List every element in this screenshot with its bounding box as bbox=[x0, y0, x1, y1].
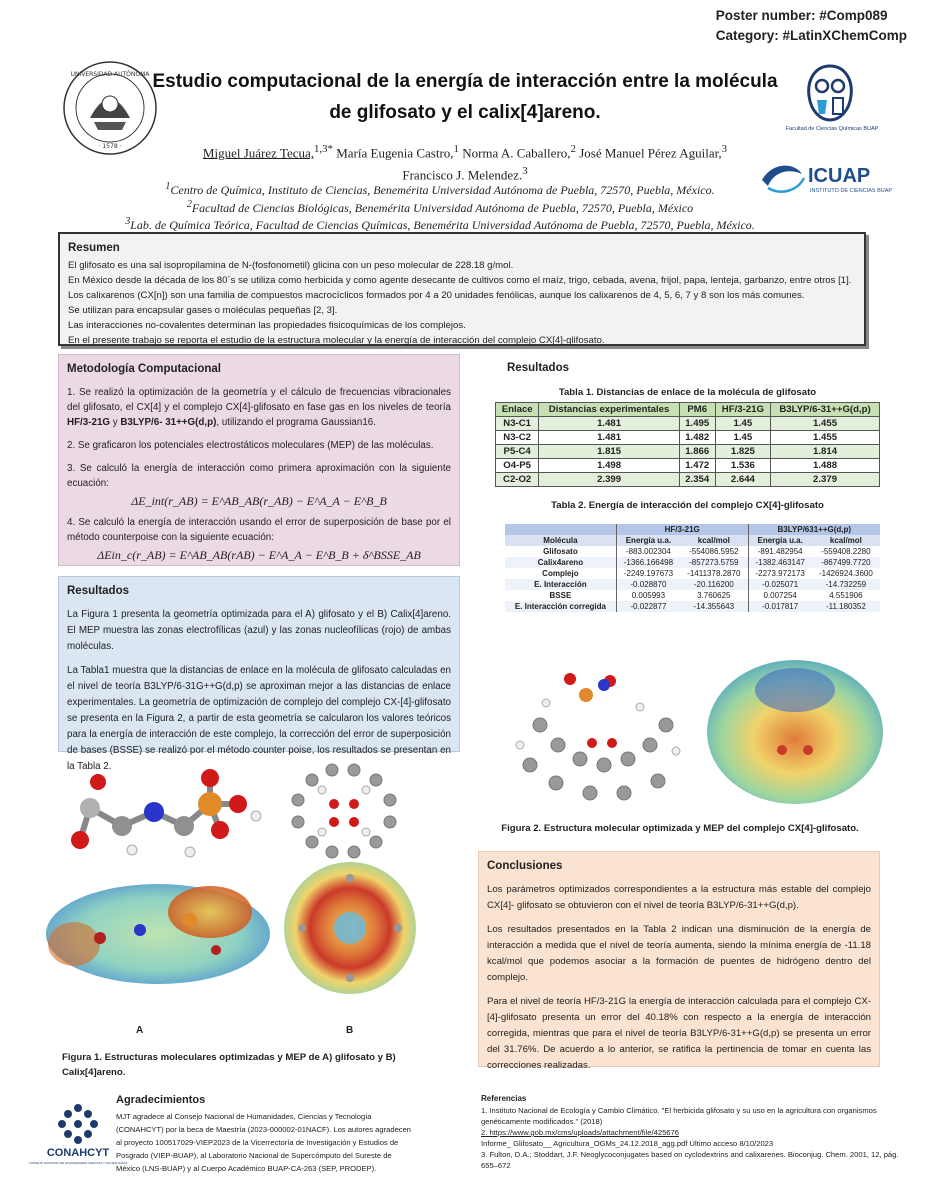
table-1-header: Enlace bbox=[496, 403, 539, 417]
table-1-bond-distances bbox=[495, 402, 880, 487]
affiliation-3 bbox=[90, 215, 790, 233]
fcq-logo-caption: Facultad de Ciencias Químicas BUAP bbox=[785, 126, 879, 132]
conclusiones-box bbox=[478, 851, 880, 1071]
table-row bbox=[505, 601, 880, 612]
table-cell: -891.482954 bbox=[748, 546, 812, 557]
resumen-line-1: El glifosato es una sal isopropilamina de N-(fosfonometil) glicina con un peso molecular de 228.18 g/mol. bbox=[68, 260, 514, 271]
author-2-sup: 1 bbox=[453, 143, 459, 155]
table-cell: 1.825 bbox=[715, 445, 770, 459]
author-5: Francisco J. Melendez. bbox=[402, 167, 523, 183]
table-cell: 1.814 bbox=[771, 445, 880, 459]
conclusiones-p2: Los resultados presentados en la Tabla 2 indican una disminución de la energía de interacción a medida que el nivel de teoría aumenta, siendo la mínima energía de -11.18 kcal/mol que podemos asociar a la formación de puentes de hidrógeno dentro del complejo. bbox=[487, 924, 871, 983]
table-cell: 1.488 bbox=[771, 459, 880, 473]
table-cell: 0.007254 bbox=[748, 590, 812, 601]
referencias-list bbox=[481, 1105, 901, 1171]
conahcyt-logo bbox=[28, 1098, 128, 1168]
metodologia-title: Metodología Computacional bbox=[67, 363, 221, 375]
table-2-header: kcal/mol bbox=[812, 535, 880, 546]
author-2: María Eugenia Castro, bbox=[332, 145, 454, 161]
author-4: José Manuel Pérez Aguilar, bbox=[575, 145, 722, 161]
reference-2-url[interactable]: 2. https://www.gob.mx/cms/uploads/attachment/file/425676 bbox=[481, 1128, 679, 1137]
table-cell: -14.732259 bbox=[812, 579, 880, 590]
table-cell: 1.482 bbox=[679, 431, 715, 445]
conahcyt-logo-subtext: CONSEJO NACIONAL DE HUMANIDADES CIENCIAS Y TECNOLOGÍAS bbox=[28, 1161, 128, 1165]
conclusiones-p3: Para el nivel de teoría HF/3-21G la energía de interacción calculada para el complejo CX-[4]-glifosato presenta un error del 40.18% con respecto a la energía de interacción corregida, mientras que para el nivel de teoría B3LYP/6-31++G(d,p) se presenta un error del 31.76%. De acuerdo a lo anterior, se ratifica la pertinencia de tomar en cuenta las correcciones realizadas. bbox=[487, 996, 871, 1071]
table-row bbox=[505, 546, 880, 557]
metodologia-step-2: 2. Se graficaron los potenciales electrostáticos moleculares (MEP) de las moléculas. bbox=[67, 440, 434, 451]
table-cell: 4.551906 bbox=[829, 591, 863, 600]
table-cell: 1.481 bbox=[539, 431, 680, 445]
table-cell: -857273.5759 bbox=[680, 557, 748, 568]
table-cell: E. Interacción bbox=[505, 579, 616, 590]
poster-title bbox=[150, 66, 780, 128]
agradecimientos-text: MJT agradece al Consejo Nacional de Humanidades, Ciencias y Tecnología (CONAHCYT) por la beca de Maestría (2023-000002-01NACF). Los autores agradecen al proyecto 100517029-VIEP2023 de la Vicerrectoría de Investigación y Estudios de Posgrado (VIEP-BUAP), al Laboratorio Nacional de Supercómputo del Sureste de México (LNS-BUAP) y al Cuerpo Académico BUAP-CA-263 (SEP, PRODEP). bbox=[116, 1112, 412, 1173]
resultados-left-p2: La Tabla1 muestra que la distancias de enlace en la molécula de glifosato calculadas en el nivel de teoría B3LYP/6-31G++G(d,p) se aproximan mejor a las distancias de enlace experimentales. La geometría de optimización de complejo del complejo CX-[4]-glifosato se presenta en la Figura 2, a partir de esta geometría se calcularon los valores teóricos para la energía de interacción de este complejo, la corrección del error de superposición de bases (BSSE) se realizó por el método counter poise, los resultados se presentan en la Tabla 2. bbox=[67, 665, 451, 772]
table-1-header: HF/3-21G bbox=[715, 403, 770, 417]
svg-text:· 1578 ·: · 1578 · bbox=[98, 143, 122, 150]
table-cell: 0.005993 bbox=[616, 590, 680, 601]
conclusiones-title: Conclusiones bbox=[487, 860, 563, 872]
icuap-subtext: INSTITUTO DE CIENCIAS BUAP bbox=[810, 188, 893, 194]
step-1-text-c: y bbox=[110, 417, 121, 428]
affiliation-1-sup: 1 bbox=[165, 181, 171, 192]
affiliation-2-text: Facultad de Ciencias Biológicas, Benemérita Universidad Autónoma de Puebla, 72570, Puebla, México bbox=[191, 200, 694, 215]
reference-1: 1. Instituto Nacional de Ecología y Cambio Climático. "El herbicida glifosato y su uso en la agricultura con organismos genéticamente modificados." (2018) bbox=[481, 1106, 877, 1126]
author-1: Miguel Juárez Tecua, bbox=[202, 145, 315, 161]
resumen-line-3: Los calixarenos (CX[n]) son una familia de compuestos macrocíclicos formados por 4 a 20 unidades fenólicas, aunque los calixarenos de 4, 5, 6, 7 y 8 son los más comunes. bbox=[68, 290, 805, 301]
table-cell: E. Interacción corregida bbox=[505, 601, 616, 612]
table-cell: O4-P5 bbox=[496, 459, 539, 473]
table-cell: -1382.463147 bbox=[748, 557, 812, 568]
metodologia-step-3: 3. Se calculó la energía de interacción como primera aproximación con la siguiente ecuación: bbox=[67, 463, 451, 489]
table-cell: P5-C4 bbox=[496, 445, 539, 459]
table-cell: 2.379 bbox=[771, 473, 880, 487]
calixarene-structure-image bbox=[282, 760, 412, 860]
table-row bbox=[505, 579, 880, 590]
table-cell: 1.495 bbox=[679, 417, 715, 431]
table-cell: BSSE bbox=[549, 591, 572, 600]
table-cell: 1.45 bbox=[715, 417, 770, 431]
glifosato-structure-image bbox=[60, 768, 270, 878]
table-1-caption: Tabla 1. Distancias de enlace de la molécula de glifosato bbox=[558, 387, 817, 398]
table-cell: N3-C1 bbox=[496, 417, 539, 431]
agradecimientos-title: Agradecimientos bbox=[116, 1094, 206, 1106]
figure-1-label-a: A bbox=[136, 1025, 144, 1036]
author-3: Norma A. Caballero, bbox=[458, 145, 571, 161]
title-line-1: Estudio computacional de la energía de interacción entre la molécula bbox=[152, 71, 778, 92]
icuap-logo bbox=[758, 158, 898, 198]
table-2-header: Energía u.a. bbox=[616, 535, 680, 546]
figure-1-label-b: B bbox=[346, 1025, 354, 1036]
table-row bbox=[496, 417, 880, 431]
affiliation-1-text: Centro de Química, Instituto de Ciencias, Benemérita Universidad Autónoma de Puebla, 72570, Puebla, México. bbox=[170, 183, 715, 197]
metodologia-box bbox=[58, 354, 460, 566]
table-cell: -11.180352 bbox=[812, 601, 880, 612]
table-cell: 1.45 bbox=[715, 431, 770, 445]
step-1-text-a: 1. Se realizó la optimización de la geometría y el cálculo de frecuencias vibracionales del glifosato, el CX[4] y el complejo CX[4]-glifosato en fase gas en los niveles de teoría bbox=[67, 387, 451, 413]
table-row bbox=[505, 568, 880, 579]
table-cell: Calix4areno bbox=[505, 557, 616, 568]
glifosato-mep-image bbox=[40, 872, 280, 992]
table-cell: 1.498 bbox=[539, 459, 680, 473]
resumen-box bbox=[58, 232, 866, 346]
table-cell: 2.644 bbox=[715, 473, 770, 487]
table-2-group-hf: HF/3-21G bbox=[616, 524, 748, 535]
table-cell: 1.455 bbox=[771, 417, 880, 431]
author-5-sup: 3 bbox=[522, 165, 528, 178]
step-1-method-hf: HF/3-21G bbox=[67, 417, 111, 428]
poster-meta bbox=[716, 6, 907, 46]
affiliation-3-text: Lab. de Química Teórica, Facultad de Ciencias Químicas, Benemérita Universidad Autónoma de Puebla, 72570, Puebla, México. bbox=[130, 218, 755, 232]
poster-category: Category: #LatinXChemComp bbox=[715, 28, 907, 43]
svg-text:UNIVERSIDAD AUTÓNOMA: UNIVERSIDAD AUTÓNOMA bbox=[70, 71, 150, 78]
complex-structure-image bbox=[500, 655, 690, 810]
step-1-text-e: , utilizando el programa Gaussian16. bbox=[216, 417, 376, 428]
resumen-line-5: Las interacciones no-covalentes determinan las propiedades fisicoquímicas de los complejos. bbox=[68, 320, 466, 331]
icuap-text: ICUAP bbox=[808, 165, 871, 187]
resumen-title: Resumen bbox=[68, 242, 120, 254]
table-cell: -20.116200 bbox=[680, 579, 748, 590]
table-1-header: B3LYP/6-31++G(d,p) bbox=[771, 403, 880, 417]
author-1-sup: 1,3* bbox=[314, 143, 333, 155]
title-line-2: de glifosato y el calix[4]areno. bbox=[329, 102, 601, 123]
complex-mep-image bbox=[700, 650, 890, 810]
affiliations bbox=[90, 180, 790, 233]
table-row bbox=[496, 459, 880, 473]
resultados-right-title: Resultados bbox=[507, 362, 569, 374]
table-2-group-b3lyp: B3LYP/631++G(d,p) bbox=[748, 524, 880, 535]
table-row bbox=[505, 557, 880, 568]
table-row bbox=[496, 473, 880, 487]
table-cell: -1426924.3600 bbox=[818, 569, 873, 578]
table-cell: -559408.2280 bbox=[821, 547, 871, 556]
table-cell: -0.022877 bbox=[616, 601, 680, 612]
author-3-sup: 2 bbox=[570, 143, 576, 155]
table-cell: -2273.972173 bbox=[748, 568, 812, 579]
table-2-corner bbox=[505, 524, 616, 535]
table-cell: 1.481 bbox=[539, 417, 680, 431]
figure-2-caption: Figura 2. Estructura molecular optimizada y MEP del complejo CX[4]-glifosato. bbox=[501, 823, 859, 834]
conclusiones-p1: Los parámetros optimizados correspondientes a la estructura más estable del complejo CX[4]- glifosato se obtuvieron con el nivel de teoría B3LYP/6-31++G(d,p). bbox=[487, 884, 871, 911]
table-cell: -1366.166498 bbox=[616, 557, 680, 568]
resumen-line-6: En el presente trabajo se reporta el estudio de la estructura molecular y la energía de interacción del complejo CX[4]-glifosato. bbox=[68, 335, 605, 346]
table-cell: 1.455 bbox=[771, 431, 880, 445]
table-cell: 1.866 bbox=[679, 445, 715, 459]
table-2-caption: Tabla 2. Energía de interacción del complejo CX[4]-glifosato bbox=[551, 500, 824, 511]
table-row bbox=[496, 431, 880, 445]
resultados-left-box bbox=[58, 576, 460, 772]
fcq-owl-logo bbox=[795, 62, 865, 126]
metodologia-step-4: 4. Se calculó la energía de interacción usando el error de superposición de base por el método counterpoise con la siguiente ecuación: bbox=[67, 517, 451, 543]
table-cell: 2.354 bbox=[679, 473, 715, 487]
buap-seal-logo bbox=[62, 60, 158, 156]
table-cell: -14.355643 bbox=[680, 601, 748, 612]
table-2-header: Energía u.a. bbox=[748, 535, 812, 546]
reference-2-file: Informe_ Glifosato__ Agricultura_OGMs_24.12.2018_agg.pdf Último acceso 8/10/2023 bbox=[481, 1139, 774, 1148]
figure-1-caption: Figura 1. Estructuras moleculares optimizadas y MEP de A) glifosato y B) Calix[4]areno. bbox=[62, 1052, 396, 1078]
affiliation-3-sup: 3 bbox=[125, 216, 131, 227]
table-2-header: kcal/mol bbox=[680, 535, 748, 546]
authors bbox=[160, 140, 770, 185]
table-cell: -883.002304 bbox=[616, 546, 680, 557]
table-1-header: PM6 bbox=[679, 403, 715, 417]
reference-3: 3. Fulton, D.A.; Stoddart, J.F. Neoglycoconjugates based on cyclodextrins and calixarenes. Bioconjug. Chem. 2001, 12, pág. 655–672 bbox=[481, 1150, 899, 1170]
table-cell: 1.815 bbox=[539, 445, 680, 459]
resultados-left-p1: La Figura 1 presenta la geometría optimizada para el A) glifosato y el B) Calix[4]areno. El MEP muestra las zonas electrofílicas (azul) y las zonas nucleofílicas (rojo) de ambas moléculas. bbox=[67, 609, 451, 652]
resumen-line-4: Se utilizan para encapsular gases o moléculas pequeñas [2, 3]. bbox=[68, 305, 338, 316]
resumen-line-2: En México desde la década de los 80´s se utiliza como herbicida y como agente desecante de cultivos como el maíz, trigo, cebada, avena, frijol, papa, lenteja, garbanzo, entre otros [1]. bbox=[68, 275, 852, 286]
author-4-sup: 3 bbox=[721, 143, 728, 155]
table-cell: -867499.7720 bbox=[812, 557, 880, 568]
equation-2: ΔEin_c(r_AB) = E^AB_AB(rAB) − E^A_A − E^B_B + δ^BSSE_AB bbox=[97, 548, 421, 562]
table-cell: -0.028870 bbox=[616, 579, 680, 590]
table-cell: N3-C2 bbox=[496, 431, 539, 445]
table-cell: 2.399 bbox=[539, 473, 680, 487]
table-cell: -0.025071 bbox=[748, 579, 812, 590]
metodologia-step-1 bbox=[67, 385, 451, 430]
table-cell: Glifosato bbox=[543, 547, 578, 556]
calixarene-mep-image bbox=[280, 858, 420, 998]
affiliation-2-sup: 2 bbox=[186, 198, 192, 210]
table-1-header: Distancias experimentales bbox=[539, 403, 680, 417]
reference-2-link[interactable] bbox=[481, 1127, 901, 1138]
table-row bbox=[505, 590, 880, 601]
table-2-header: Molécula bbox=[505, 535, 616, 546]
poster-number: Poster number: #Comp089 bbox=[715, 8, 888, 23]
table-cell: C2-O2 bbox=[496, 473, 539, 487]
table-cell: 1.536 bbox=[715, 459, 770, 473]
table-cell: Complejo bbox=[542, 569, 579, 578]
resultados-left-title: Resultados bbox=[67, 585, 129, 597]
table-cell: -554086.5952 bbox=[689, 547, 739, 556]
table-cell: -2249.197673 bbox=[616, 568, 680, 579]
referencias-title: Referencias bbox=[481, 1094, 527, 1103]
conahcyt-logo-text: CONAHCYT bbox=[46, 1147, 110, 1159]
step-1-method-b3lyp: B3LYP/6- 31++G(d,p) bbox=[120, 417, 217, 428]
table-cell: -0.017817 bbox=[748, 601, 812, 612]
table-cell: -1411378.2870 bbox=[687, 569, 741, 578]
table-cell: 1.472 bbox=[679, 459, 715, 473]
table-cell: 3.760625 bbox=[697, 591, 731, 600]
affiliation-1 bbox=[90, 180, 790, 198]
affiliation-2 bbox=[90, 198, 790, 216]
table-2-interaction-energy bbox=[505, 524, 880, 612]
table-row bbox=[496, 445, 880, 459]
equation-1: ΔE_int(r_AB) = E^AB_AB(r_AB) − E^A_A − E^B_B bbox=[131, 494, 387, 508]
